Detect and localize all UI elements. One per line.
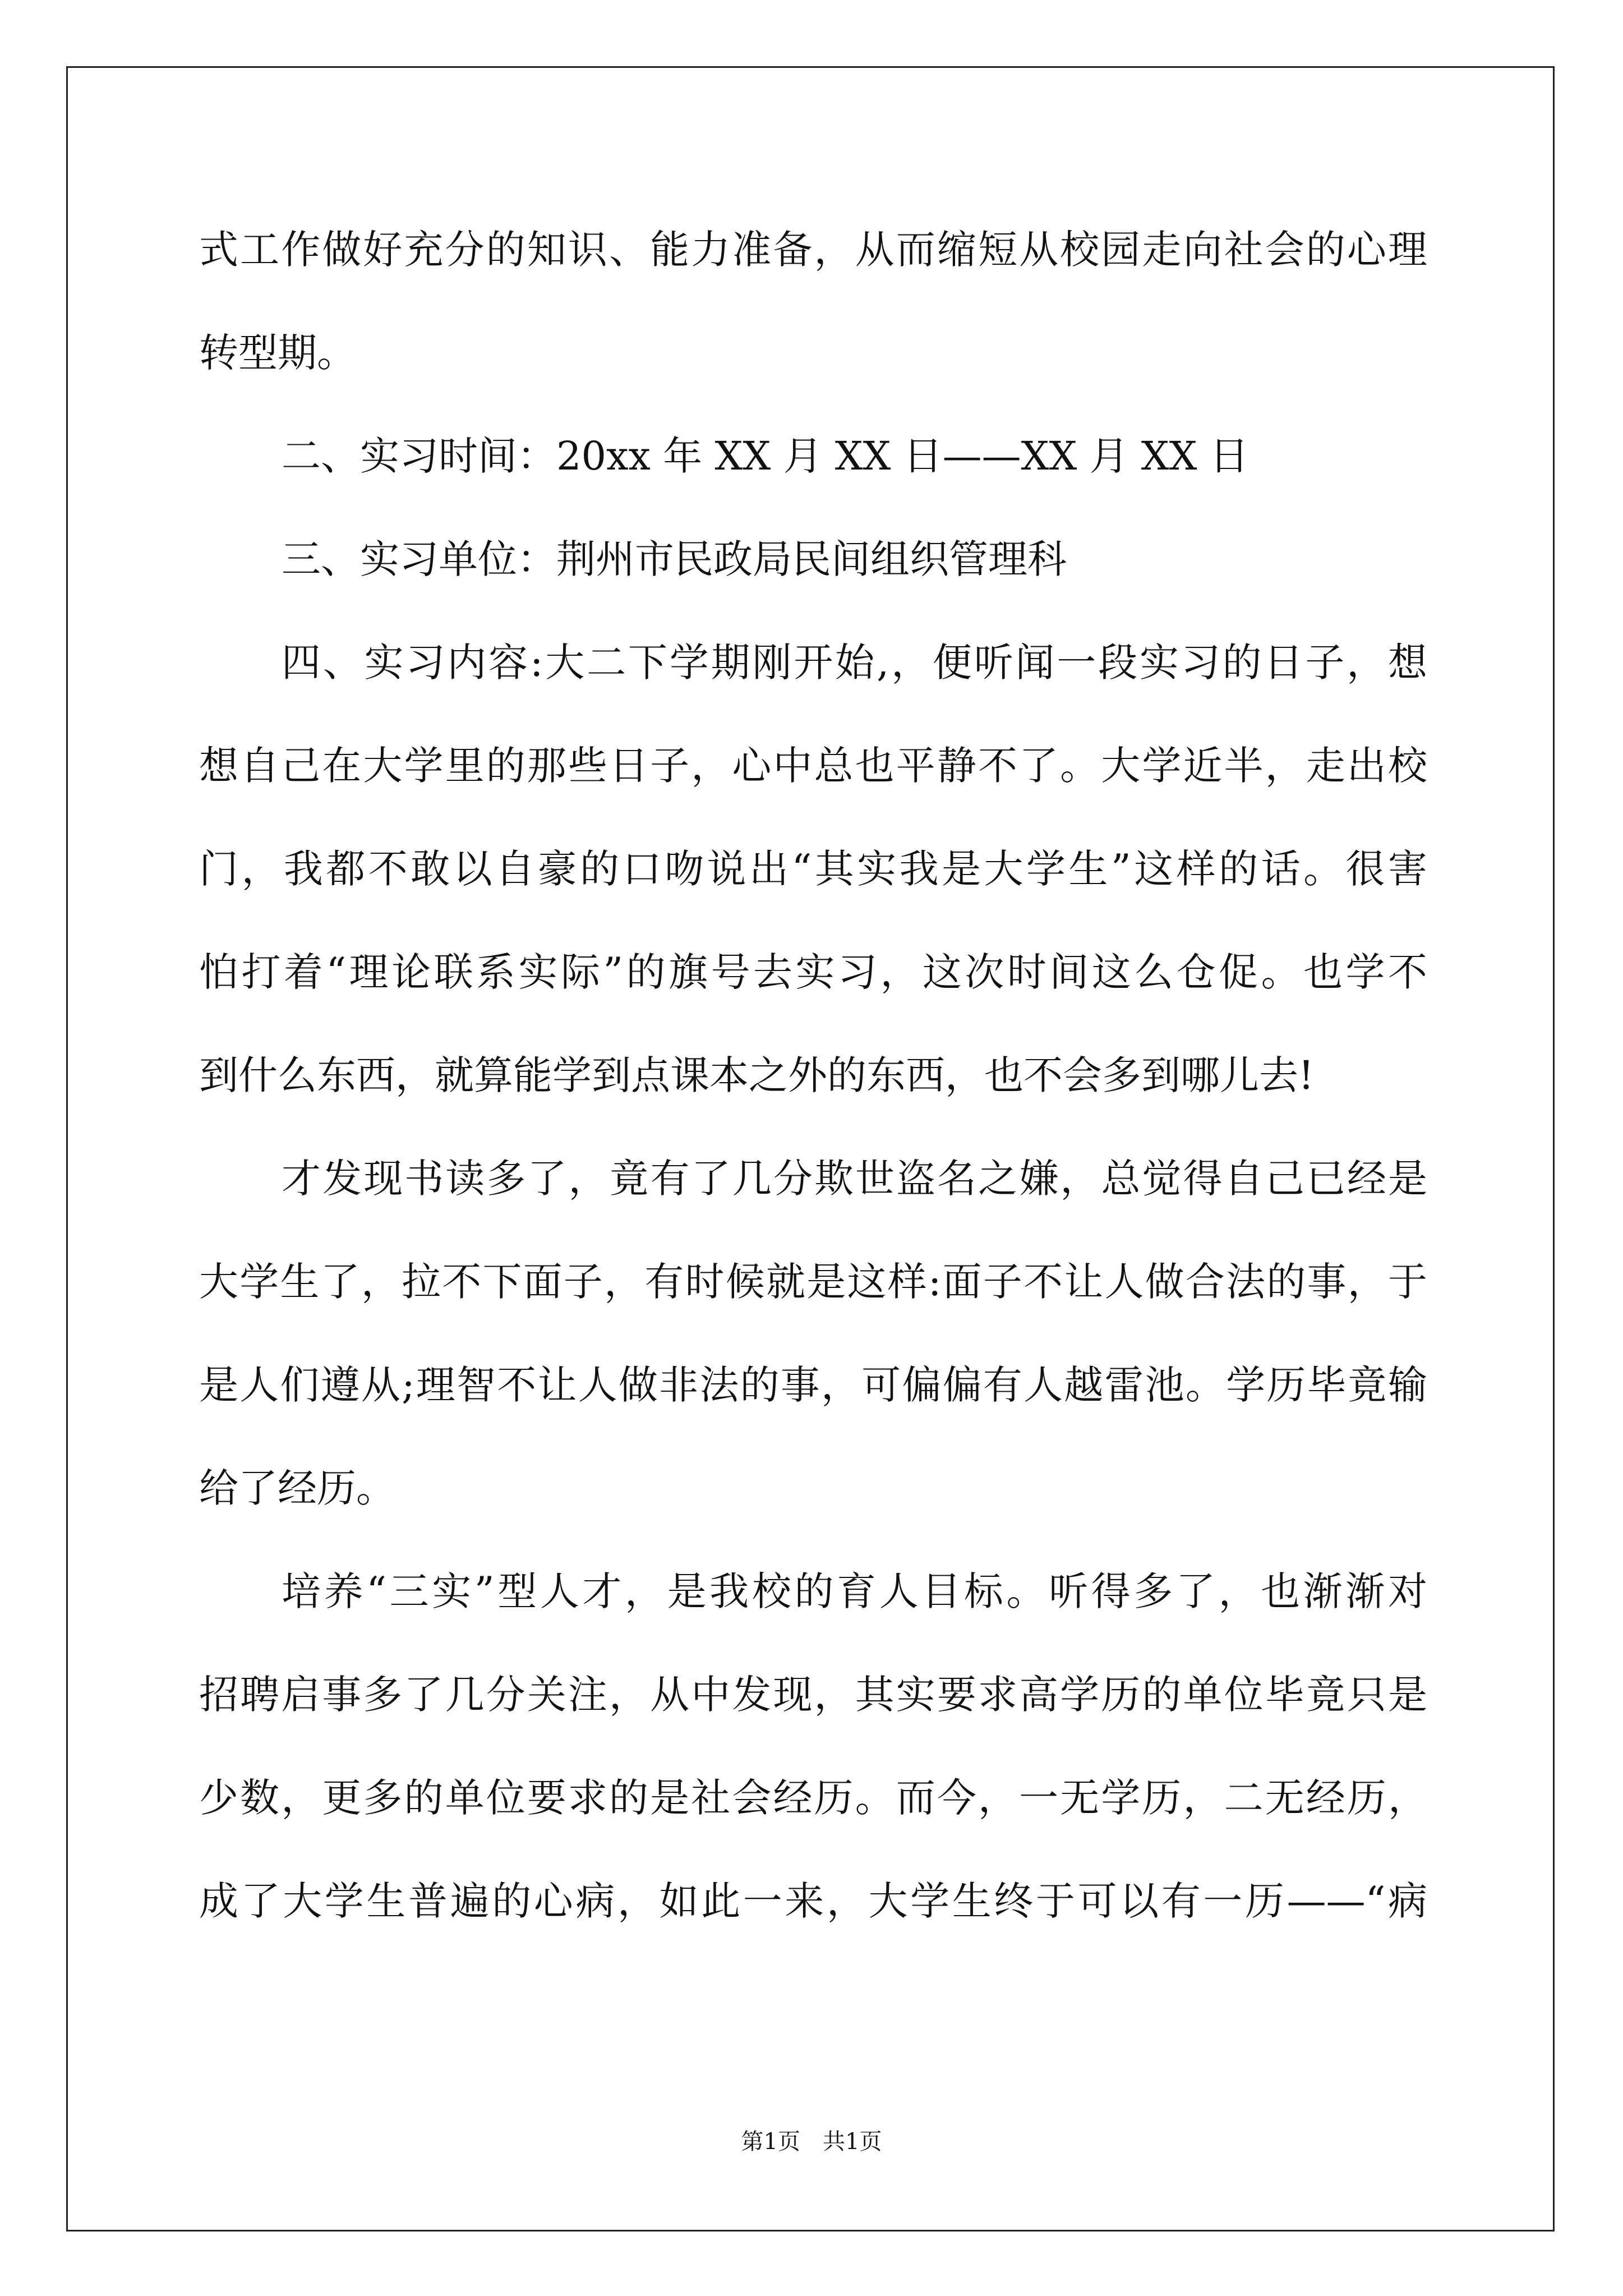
text-line: 到什么东西，就算能学到点课本之外的东西，也不会多到哪儿去! [199, 1052, 1315, 1098]
text-line: 少数，更多的单位要求的是社会经历。而今，一无学历，二无经历， [199, 1775, 1427, 1821]
text-line: 式工作做好充分的知识、能力准备，从而缩短从校园走向社会的心理 [199, 227, 1427, 273]
text-line: 转型期。 [199, 330, 356, 376]
text-line: 二、实习时间：20xx 年 XX 月 XX 日——XX 月 XX 日 [282, 433, 1249, 479]
text-line: 四、实习内容:大二下学期刚开始,，便听闻一段实习的日子，想 [282, 639, 1427, 685]
text-line: 三、实习单位：荆州市民政局民间组织管理科 [282, 536, 1067, 582]
document-body [199, 213, 1427, 1968]
text-line: 招聘启事多了几分关注，从中发现，其实要求高学历的单位毕竟只是 [199, 1672, 1427, 1718]
text-line: 想自己在大学里的那些日子，心中总也平静不了。大学近半，走出校 [199, 743, 1427, 789]
text-line: 给了经历。 [199, 1465, 395, 1511]
page-number-text: 第1页 共1页 [741, 2129, 882, 2155]
page-footer [0, 2128, 1623, 2156]
text-line: 怕打着“理论联系实际”的旗号去实习，这次时间这么仓促。也学不 [199, 949, 1427, 995]
text-line: 成了大学生普遍的心病，如此一来，大学生终于可以有一历——“病 [199, 1878, 1427, 1924]
text-line: 才发现书读多了，竟有了几分欺世盗名之嫌，总觉得自己已经是 [282, 1156, 1427, 1202]
text-line: 门，我都不敢以自豪的口吻说出“其实我是大学生”这样的话。很害 [199, 846, 1427, 892]
text-line: 大学生了，拉不下面子，有时候就是这样:面子不让人做合法的事，于 [199, 1259, 1427, 1305]
text-line: 是人们遵从;理智不让人做非法的事，可偏偏有人越雷池。学历毕竟输 [199, 1362, 1427, 1408]
text-line: 培养“三实”型人才，是我校的育人目标。听得多了，也渐渐对 [282, 1568, 1427, 1614]
